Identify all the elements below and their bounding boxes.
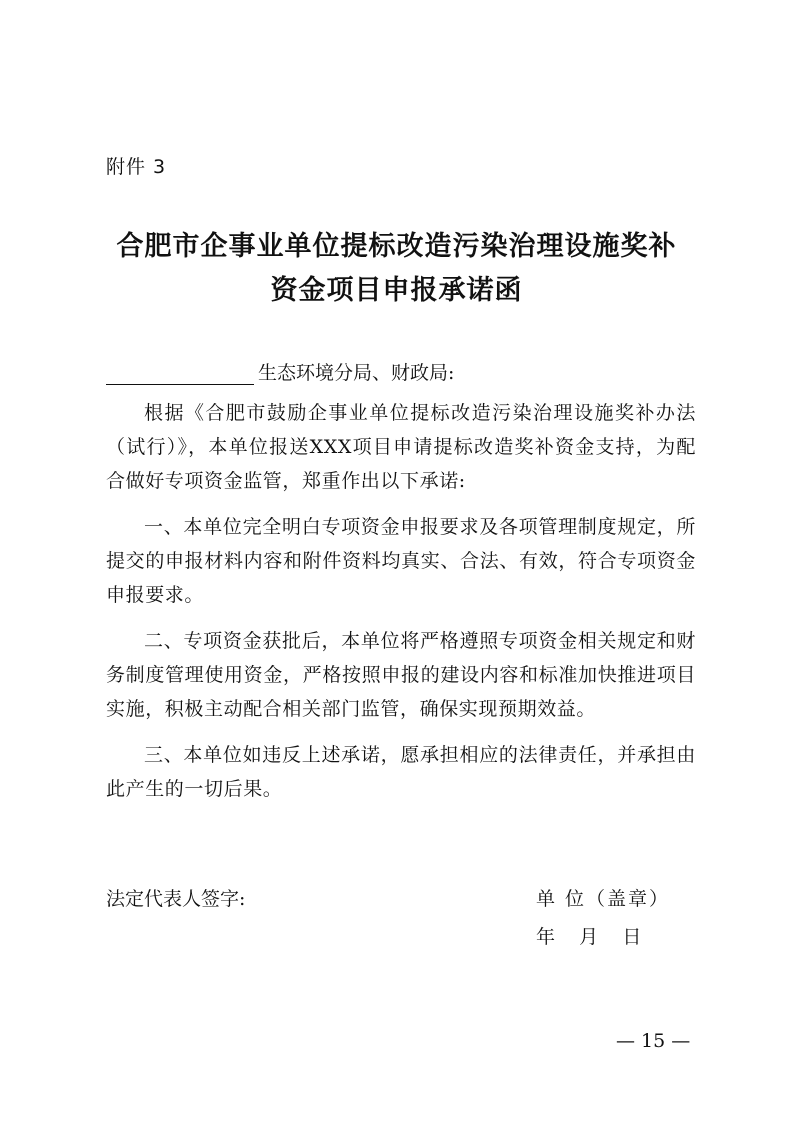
addressee: [106, 358, 454, 385]
commitment-item-1: 一、本单位完全明白专项资金申报要求及各项管理制度规定，所提交的申报材料内容和附件资料均真实、合法、有效，符合专项资金申报要求。: [106, 516, 696, 606]
intro-paragraph: 根据《合肥市鼓励企事业单位提标改造污染治理设施奖补办法（试行）》，本单位报送XXX项目申请提标改造奖补资金支持，为配合做好专项资金监管，郑重作出以下承诺:: [106, 402, 696, 492]
addressee-blank-line: [106, 362, 254, 385]
commitment-item-2: 二、专项资金获批后，本单位将严格遵照专项资金相关规定和财务制度管理使用资金，严格按照申报的建设内容和标准加快推进项目实施，积极主动配合相关部门监管，确保实现预期效益。: [106, 630, 696, 720]
unit-seal-label: 单 位（盖章）: [536, 888, 671, 910]
attachment-label: 附件 3: [106, 156, 167, 178]
page-number: — 15 —: [616, 1030, 691, 1052]
representative-signature-label: 法定代表人签字:: [106, 888, 246, 910]
date-label: 年 月 日: [536, 926, 642, 948]
document-title-line-1: 合肥市企事业单位提标改造污染治理设施奖补: [116, 231, 677, 262]
document-title-line-2: 资金项目申报承诺函: [270, 275, 523, 306]
addressee-text: 生态环境分局、财政局:: [258, 362, 455, 384]
commitment-item-3: 三、本单位如违反上述承诺，愿承担相应的法律责任，并承担由此产生的一切后果。: [106, 744, 696, 800]
